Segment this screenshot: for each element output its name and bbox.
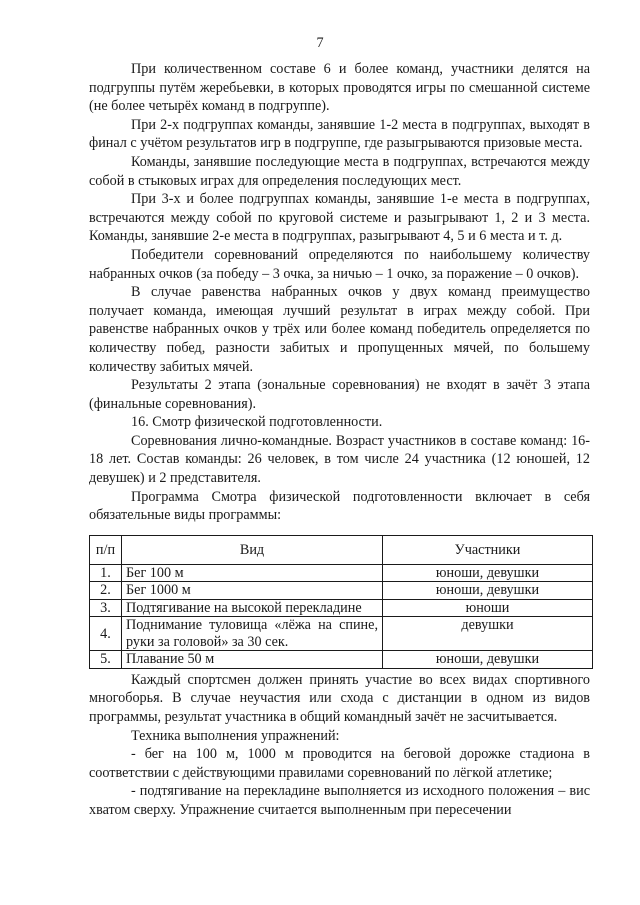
paragraph-three-subgroups: При 3-х и более подгруппах команды, занявшие 1-е места в подгруппах, встречаются между собой по круговой системе и разыгрывают 1, 2 и 3 места. Команды, занявшие 2-е места в подгруппах, разыгрывают 4, 5 и 6 места и т. д. [89, 191, 590, 245]
header-kind: Вид [122, 535, 383, 564]
row-num: 5. [90, 651, 122, 669]
paragraph-winners-points: Победители соревнований определяются по наибольшему количеству набранных очков (за победу – 3 очка, за ничью – 1 очко, за поражение – 0 очков). [89, 246, 590, 282]
row-participants: юноши, девушки [383, 564, 593, 582]
row-num: 4. [90, 617, 122, 651]
row-participants: юноши, девушки [383, 651, 593, 669]
paragraph-participation-rule: Каждый спортсмен должен принять участие во всех видах спортивного многоборья. В случае неучастия или схода с дистанции в одном из видов программы, результат участника в общий командный зачёт не засчитывается. [89, 671, 590, 726]
paragraph-program-intro: Программа Смотра физической подготовленности включает в себя обязательные виды программы: [89, 488, 590, 524]
row-participants: юноши [383, 599, 593, 617]
row-kind: Поднимание туловища «лёжа на спине, руки за головой» за 30 сек. [122, 617, 383, 651]
row-num: 3. [90, 599, 122, 617]
row-kind: Подтягивание на высокой перекладине [122, 599, 383, 617]
row-participants: юноши, девушки [383, 582, 593, 600]
table-row [90, 582, 593, 600]
paragraph-running-technique: - бег на 100 м, 1000 м проводится на беговой дорожке стадиона в соответствии с действующими правилами соревнований по лёгкой атлетике; [89, 746, 590, 781]
paragraph-pullup-technique: - подтягивание на перекладине выполняется из исходного положения – вис хватом сверху. Упражнение считается выполненным при пересечении [89, 783, 590, 818]
paragraph-technique-heading: Техника выполнения упражнений: [131, 727, 340, 744]
row-kind: Бег 100 м [122, 564, 383, 582]
header-participants: Участники [383, 535, 593, 564]
document-body [89, 60, 590, 820]
paragraph-tie-break: В случае равенства набранных очков у двух команд преимущество получает команда, имеющая лучший результат в играх между собой. При равенстве набранных очков у трёх или более команд победитель определяется по количеству побед, разности забитых и пропущенных мячей, по большему количеству забитых мячей. [89, 284, 590, 375]
section-heading-fitness-review: 16. Смотр физической подготовленности. [131, 414, 383, 431]
paragraph-stage-results: Результаты 2 этапа (зональные соревнования) не входят в зачёт 3 этапа (финальные соревнования). [89, 377, 590, 412]
row-participants: девушки [383, 617, 593, 651]
paragraph-two-subgroups: При 2-х подгруппах команды, занявшие 1-2 места в подгруппах, выходят в финал с учётом результатов игр в подгруппе, где разыгрываются призовые места. [89, 116, 590, 152]
row-num: 2. [90, 582, 122, 600]
table-row [90, 564, 593, 582]
table-row [90, 651, 593, 669]
paragraph-team-composition: Соревнования лично-командные. Возраст участников в составе команд: 16-18 лет. Состав команды: 26 человек, в том числе 24 участника (12 юношей, 12 девушек) и 2 представителя. [89, 432, 590, 487]
row-num: 1. [90, 564, 122, 582]
program-table [89, 535, 593, 669]
page-number: 7 [316, 35, 324, 51]
table-header-row [90, 535, 593, 564]
row-kind: Плавание 50 м [122, 651, 383, 669]
table-row [90, 617, 593, 651]
row-kind: Бег 1000 м [122, 582, 383, 600]
paragraph-remaining-places: Команды, занявшие последующие места в подгруппах, встречаются между собой в стыковых играх для определения последующих мест. [89, 153, 590, 189]
header-num: п/п [90, 535, 122, 564]
paragraph-subgroups: При количественном составе 6 и более команд, участники делятся на подгруппы путём жеребьевки, в которых проводятся игры по смешанной системе (не более четырёх команд в подгруппе). [89, 61, 590, 115]
table-row [90, 599, 593, 617]
